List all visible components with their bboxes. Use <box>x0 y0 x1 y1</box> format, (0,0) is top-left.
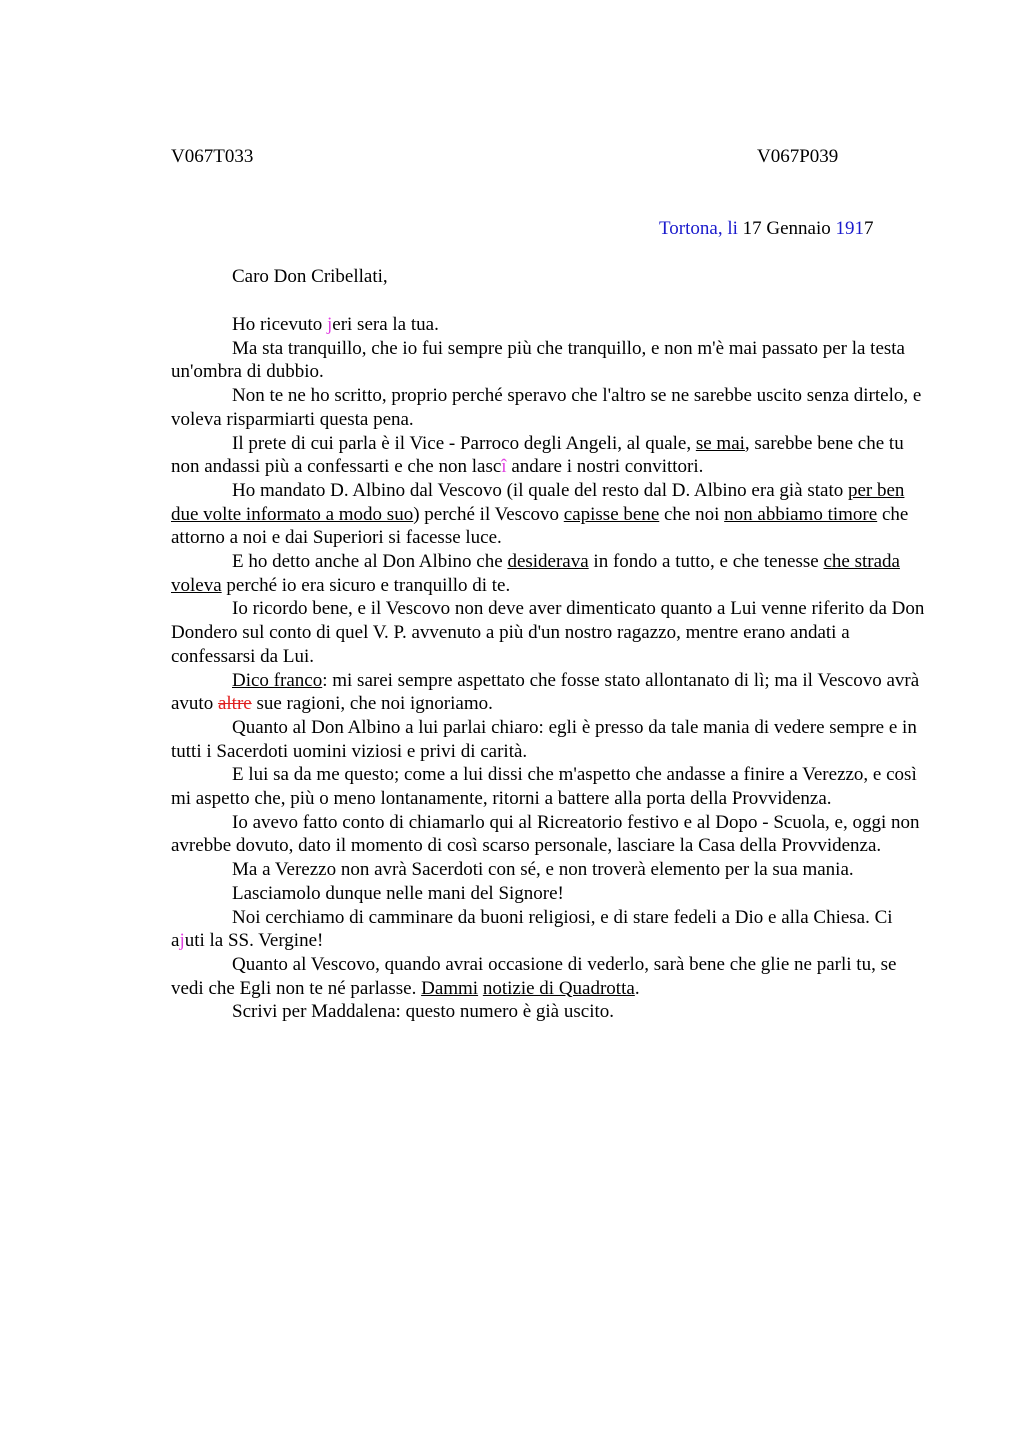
paragraph-14 <box>171 906 931 953</box>
paragraph-8 <box>171 669 931 716</box>
text: che attorno a noi e dai Superiori si facesse luce. <box>171 503 909 549</box>
paragraph-6 <box>171 550 931 597</box>
paragraph-2: Ma sta tranquillo, che io fui sempre più che tranquillo, e non m'è mai passato per la testa un'ombra di dubbio. <box>171 337 905 383</box>
text: Noi cerchiamo di camminare da buoni religiosi, e di stare fedeli a Dio e alla Chiesa. Ci a <box>171 906 893 952</box>
deleted-text: altre <box>217 693 252 715</box>
text: E ho detto anche al Don Albino che <box>232 551 508 573</box>
text: andare i nostri convittori. <box>506 456 704 478</box>
text: che noi <box>659 503 725 525</box>
paragraph-11: Io avevo fatto conto di chiamarlo qui al Ricreatorio festivo e al Dopo - Scuola, e, oggi non avrebbe dovuto, dato il momento di così scarso personale, lasciare la Casa della Provvidenza. <box>171 811 920 857</box>
underlined-text: desiderava <box>507 551 589 573</box>
paragraph-3: Non te ne ho scritto, proprio perché speravo che l'altro se ne sarebbe uscito senza dirtelo, e voleva risparmiarti questa pena. <box>171 385 922 430</box>
underlined-text: Dico franco <box>232 669 323 691</box>
underlined-text: notizie di Quadrotta <box>482 977 635 999</box>
paragraph-13: Lasciamolo dunque nelle mani del Signore! <box>232 882 564 904</box>
paragraph-10: E lui sa da me questo; come a lui dissi che m'aspetto che andasse a finire a Verezzo, e così mi aspetto che, più o meno lontanamente, ritorni a battere alla porta della Provvidenza. <box>171 764 917 810</box>
document-code-left: V067T033 <box>171 146 254 167</box>
text: . <box>634 977 640 999</box>
text: Il prete di cui parla è il Vice - Parroco degli Angeli, al quale, <box>232 432 696 454</box>
dateline-year-a: 191 <box>835 218 865 239</box>
underlined-text: Dammi <box>421 977 479 999</box>
underlined-text: per ben due volte informato a modo suo <box>171 479 905 525</box>
correction-mark: î <box>501 456 507 478</box>
dateline-place: Tortona, li <box>659 218 738 239</box>
text: uti la SS. Vergine! <box>184 930 324 952</box>
underlined-text: se mai <box>695 432 745 454</box>
text: in fondo a tutto, e che tenesse <box>588 551 824 573</box>
dateline <box>659 218 874 240</box>
text: eri sera la tua. <box>332 314 439 335</box>
text: Quanto al Vescovo, quando avrai occasione di vederlo, sarà bene che glie ne parli tu, se vedi che Egli non te né parlasse. <box>171 953 897 999</box>
paragraph-12: Ma a Verezzo non avrà Sacerdoti con sé, e non troverà elemento per la sua mania. <box>232 859 854 881</box>
paragraph-1 <box>171 313 931 337</box>
dateline-day: 17 Gennaio <box>737 218 836 239</box>
text: perché io era sicuro e tranquillo di te. <box>221 574 511 596</box>
underlined-text: capisse bene <box>563 503 660 525</box>
correction-mark: j <box>179 930 185 952</box>
text: ) perché il Vescovo <box>413 503 564 525</box>
underlined-text: non abbiamo timore <box>724 503 878 525</box>
text: sue ragioni, che noi ignoriamo. <box>251 693 493 715</box>
text: : mi sarei sempre aspettato che fosse stato allontanato di lì; ma il Vescovo avrà avuto <box>171 669 920 715</box>
underlined-text: che strada voleva <box>171 551 900 596</box>
paragraph-7: Io ricordo bene, e il Vescovo non deve aver dimenticato quanto a Lui venne riferito da Don Dondero sul conto di quel V. P. avvenuto a più d'un nostro ragazzo, mentre erano andati a confessarsi da Lui. <box>171 598 925 667</box>
correction-mark: j <box>326 314 333 335</box>
page-code-right: V067P039 <box>757 146 839 167</box>
dateline-year-b: 7 <box>864 218 874 239</box>
letter-body <box>171 313 931 1024</box>
paragraph-4 <box>171 432 931 479</box>
text: Ho mandato D. Albino dal Vescovo (il quale del resto dal D. Albino era già stato <box>232 479 848 501</box>
salutation: Caro Don Cribellati, <box>232 266 388 287</box>
text: Ho ricevuto <box>232 314 327 335</box>
text: , sarebbe bene che tu non andassi più a confessarti e che non lasc <box>171 432 904 478</box>
paragraph-15 <box>171 953 931 1000</box>
paragraph-5 <box>171 479 931 550</box>
paragraph-9: Quanto al Don Albino a lui parlai chiaro: egli è presso da tale mania di vedere sempre e in tutti i Sacerdoti uomini viziosi e privi di carità. <box>171 716 917 762</box>
paragraph-16: Scrivi per Maddalena: questo numero è già uscito. <box>232 1001 615 1023</box>
